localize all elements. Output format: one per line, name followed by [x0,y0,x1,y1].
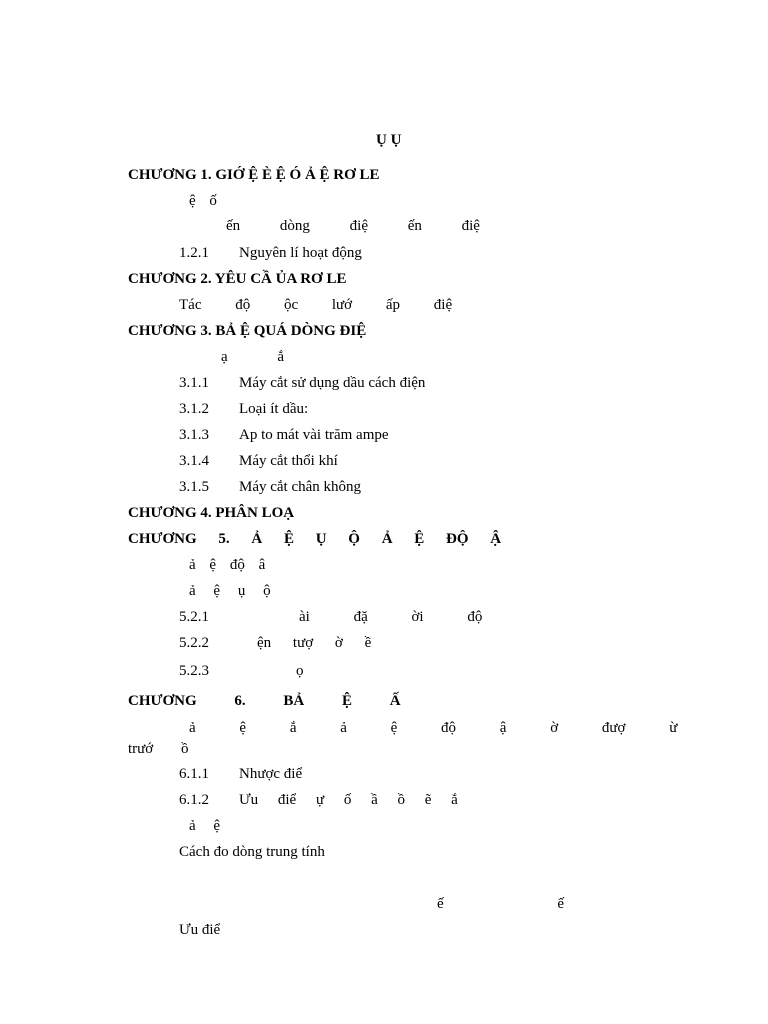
toc-item-label: ọ [296,663,304,679]
toc-item-1-2-1 [179,244,362,262]
toc-section-6-2: ả ệ [189,818,221,834]
toc-item-6-1-1 [179,765,302,783]
toc-chapter-6: CHƯƠNG 6. BẢ Ệ Ấ [128,693,401,709]
toc-section-3-1: ạ ắ [221,349,285,365]
toc-section-5-1: ả ệ độ â [189,557,266,573]
toc-item-label: Loại ít dầu: [239,401,309,417]
toc-section-1-1: ệ ố [189,193,217,209]
toc-section-2-1: Tác độ ộc lướ ấp điệ [179,297,453,313]
toc-item-label: Nguyên lí hoạt động [239,245,362,261]
toc-section-6-3: Cách đo dòng trung tính [179,844,325,860]
toc-item-5-2-3 [179,662,304,680]
toc-chapter-5: CHƯƠNG 5. Ả Ệ Ụ Ộ Ả Ệ ĐỘ Ậ [128,531,502,547]
toc-item-3-1-2 [179,400,308,418]
toc-item-label: Ưu điể ự ố ầ ồ ẽ ắ [239,792,458,808]
toc-item-label: Máy cắt sử dụng dầu cách điện [239,375,426,391]
toc-item-label: Máy cắt thổi khí [239,453,338,469]
toc-chapter-2: CHƯƠNG 2. YÊU CẦ ỦA RƠ LE [128,271,347,287]
toc-line-fragment: ế ế [437,896,565,912]
toc-chapter-4: CHƯƠNG 4. PHÂN LOẠ [128,505,295,521]
toc-section-5-2: ả ệ ụ ộ [189,583,271,599]
toc-item-label: Nhược điể [239,766,303,782]
toc-item-label: ài đặ ời độ [299,609,483,625]
toc-section-6-1: ả ệ ắ ả ệ độ ậ ờ đượ ừ [189,720,678,736]
toc-section-1-2: ến dòng điệ ến điệ [226,218,480,234]
toc-item-number: 3.1.1 [179,375,209,391]
toc-chapter-1: CHƯƠNG 1. GIỚ Ệ È Ệ Ó Ả Ệ RƠ LE [128,167,380,183]
toc-item-label: Máy cắt chân không [239,479,362,495]
toc-item-number: 5.2.1 [179,609,209,625]
toc-section-6-1-wrap: trướ ồ [128,741,189,757]
toc-item-number: 3.1.4 [179,453,209,469]
toc-item-number: 6.1.1 [179,766,209,782]
toc-item-number: 3.1.5 [179,479,209,495]
toc-item-3-1-1 [179,374,425,392]
toc-item-3-1-5 [179,478,361,496]
toc-chapter-3: CHƯƠNG 3. BẢ Ệ QUÁ DÒNG ĐIỆ [128,323,367,339]
toc-item-number: 1.2.1 [179,245,209,261]
toc-item-label: Ap to mát vài trăm ampe [239,427,389,443]
toc-item-number: 5.2.3 [179,663,209,679]
toc-item-5-2-1 [179,608,482,626]
toc-item-3-1-3 [179,426,389,444]
toc-section-advantages: Ưu điể [179,922,221,938]
toc-item-number: 3.1.3 [179,427,209,443]
toc-item-number: 6.1.2 [179,792,209,808]
toc-item-6-1-2 [179,791,458,809]
toc-item-label: ện tượ ờ ề [257,635,372,651]
toc-item-3-1-4 [179,452,338,470]
toc-item-5-2-2 [179,634,371,652]
toc-item-number: 5.2.2 [179,635,209,651]
toc-item-number: 3.1.2 [179,401,209,417]
toc-title: Ụ Ụ [376,132,402,148]
